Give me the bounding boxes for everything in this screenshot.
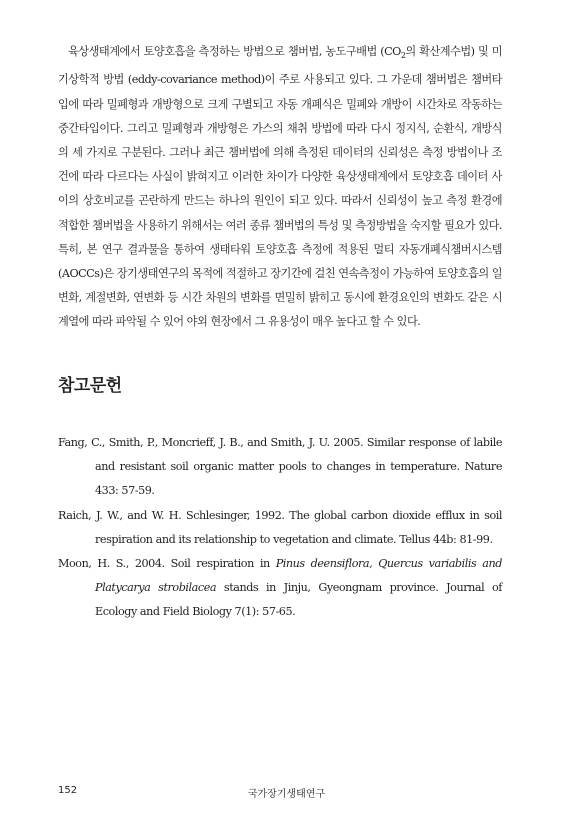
- reference-text: Fang, C., Smith, P., Moncrieff, J. B., and Smith, J. U. 2005. Similar response of labile and resistant soil organic matter pools to changes in temperature. Nature 433: 57-59.: [58, 436, 502, 498]
- reference-text: Raich, J. W., and W. H. Schlesinger, 1992. The global carbon dioxide efflux in soil respiration and its relationship to vegetation and climate. Tellus 44b: 81-99.: [58, 508, 502, 546]
- reference-text-tail: stands in Jinju, Gyeongnam province. Journal of Ecology and Field Biology 7(1): 57-65.: [95, 581, 502, 619]
- page-number: 152: [58, 785, 78, 796]
- co2-subscript: 2: [400, 51, 406, 61]
- reference-item: [58, 552, 502, 625]
- references-heading: 참고문헌: [58, 376, 122, 396]
- reference-text: Moon, H. S., 2004. Soil respiration in: [58, 557, 276, 571]
- body-text-part-2: 의 확산계수법) 및 미기상학적 방법 (eddy-covariance method)이 주로 사용되고 있다. 그 가운데 챔버법은 챔버타입에 따라 밀폐형과 개방형으로 크게 구별되고 자동 개폐식은 밀폐와 개방이 시간차로 작동하는 중간타입이다. 그리고 밀폐형과 개방형은 가스의 채취 방법에 따라 다시 정지식, 순환식, 개방식의 세 가지로 구분된다. 그러나 최근 챔버법에 의해 측정된 데이터의 신뢰성은 측정 방법이나 조건에 따라 다르다는 사실이 밝혀지고 이러한 차이가 다양한 육상생태계에서 토양호흡 데이터 사이의 상호비교를 곤란하게 만드는 하나의 원인이 되고 있다. 따라서 신뢰성이 높고 측정 환경에 적합한 챔버법을 사용하기 위해서는 여러 종류 챔버법의 특성 및 측정방법을 숙지할 필요가 있다. 특히, 본 연구 결과물을 통하여 생태타워 토양호흡 측정에 적용된 멀티 자동개폐식챔버시스템 (AOCCs)은 장기생태연구의 목적에 적절하고 장기간에 걸친 연속측정이 가능하여 토양호흡의 일변화, 계절변화, 연변화 등 시간 차원의 변화를 면밀히 밝히고 동시에 환경요인의 변화도 같은 시계열에 따라 파악될 수 있어 야외 현장에서 그 유용성이 매우 높다고 할 수 있다.: [58, 45, 503, 329]
- reference-item: [58, 431, 502, 504]
- reference-italic-text: Pinus deensiflora, Quercus variabilis and Platycarya strobilacea: [95, 557, 502, 595]
- body-text-part-1: 육상생태계에서 토양호흡을 측정하는 방법으로 챔버법, 농도구배법 (CO: [68, 45, 401, 58]
- references-list: [58, 431, 502, 625]
- body-paragraph: [58, 40, 502, 335]
- reference-item: [58, 504, 502, 552]
- publication-title: 국가장기생태연구: [247, 789, 326, 800]
